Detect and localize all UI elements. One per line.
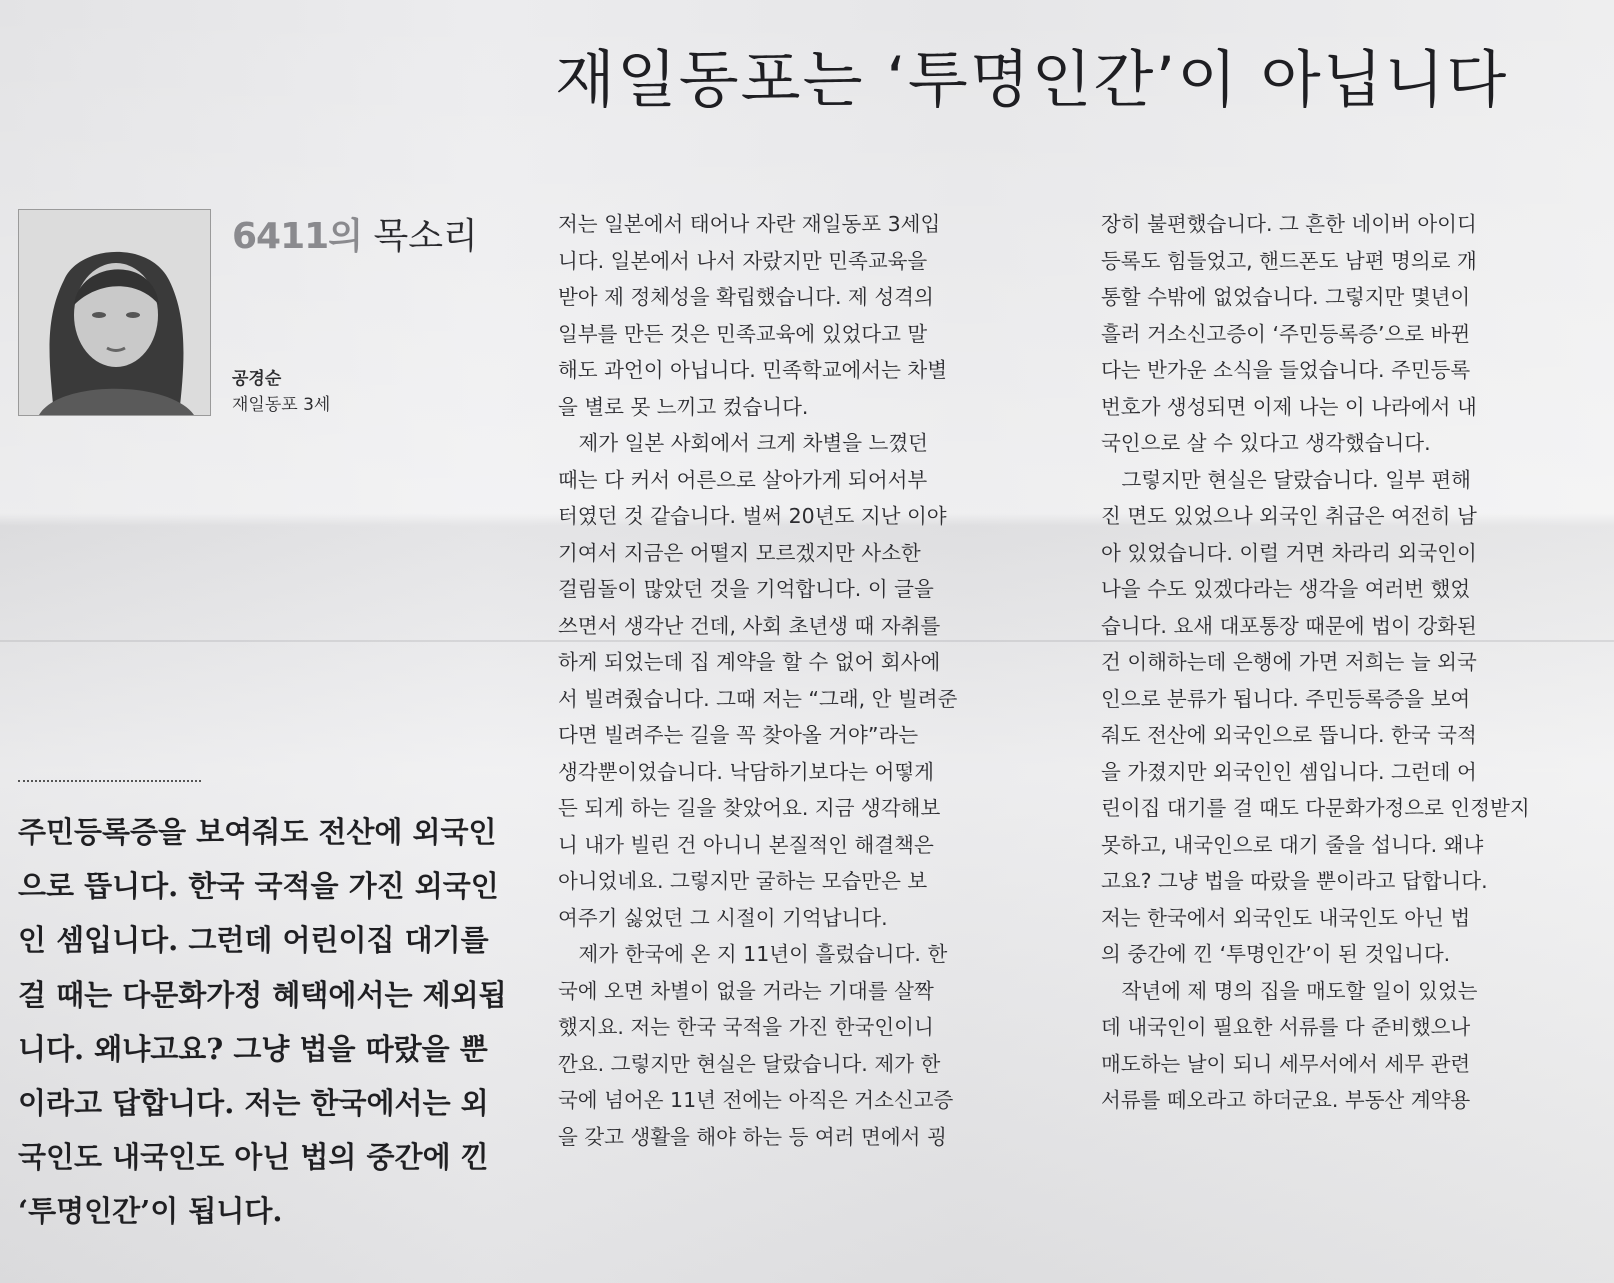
dotted-divider	[18, 780, 201, 782]
article-line: 건 이해하는데 은행에 가면 저희는 늘 외국	[1101, 650, 1477, 674]
pull-quote-line: 주민등록증을 보여줘도 전산에 외국인	[18, 815, 497, 849]
article-line: 걸림돌이 많았던 것을 기억합니다. 이 글을	[558, 577, 934, 601]
article-line: 다는 반가운 소식을 들었습니다. 주민등록	[1101, 358, 1471, 382]
article-line: 을 갖고 생활을 해야 하는 등 여러 면에서 굉	[558, 1124, 947, 1149]
article-line: 해도 과언이 아닙니다. 민족학교에서는 차별	[558, 358, 948, 382]
article-line: 흘러 거소신고증이 ‘주민등록증’으로 바뀐	[1101, 321, 1471, 346]
article-line: 저는 일본에서 태어나 자란 재일동포 3세입	[558, 212, 941, 236]
article-line: 제가 일본 사회에서 크게 차별을 느꼈던	[558, 431, 928, 455]
pull-quote-line: ‘투명인간’이 됩니다.	[18, 1194, 283, 1229]
article-line: 그렇지만 현실은 달랐습니다. 일부 편해	[1101, 467, 1471, 492]
pull-quote-line: 으로 뜹니다. 한국 국적을 가진 외국인	[18, 869, 499, 904]
author-description: 재일동포 3세	[232, 395, 331, 415]
article-line: 했지요. 저는 한국 국적을 가진 한국인이니	[558, 1015, 934, 1039]
article-line: 장히 불편했습니다. 그 흔한 네이버 아이디	[1101, 212, 1477, 236]
series-number: 6411의	[232, 216, 362, 257]
article-line: 을 별로 못 느끼고 컸습니다.	[558, 394, 809, 419]
author-name: 공경순	[232, 369, 282, 389]
article-line: 국인으로 살 수 있다고 생각했습니다.	[1101, 431, 1431, 455]
article-line: 아 있었습니다. 이럴 거면 차라리 외국인이	[1101, 540, 1477, 565]
article-line: 생각뿐이었습니다. 낙담하기보다는 어떻게	[558, 759, 935, 784]
article-line: 국에 넘어온 11년 전에는 아직은 거소신고증	[558, 1088, 954, 1112]
series-title	[232, 208, 478, 259]
article-line: 기여서 지금은 어떨지 모르겠지만 사소한	[558, 540, 921, 565]
article-line: 든 되게 하는 길을 찾았어요. 지금 생각해보	[558, 796, 941, 820]
article-line: 서류를 떼오라고 하더군요. 부동산 계약용	[1101, 1088, 1471, 1112]
article-line: 저는 한국에서 외국인도 내국인도 아닌 법	[1101, 905, 1471, 930]
article-line: 줘도 전산에 외국인으로 뜹니다. 한국 국적	[1101, 723, 1477, 747]
article-line: 받아 제 정체성을 확립했습니다. 제 성격의	[558, 285, 934, 309]
article-line: 통할 수밖에 없었습니다. 그렇지만 몇년이	[1101, 285, 1471, 309]
article-line: 깐요. 그렇지만 현실은 달랐습니다. 제가 한	[558, 1051, 941, 1076]
article-line: 일부를 만든 것은 민족교육에 있었다고 말	[558, 321, 928, 346]
article-line: 못하고, 내국인으로 대기 줄을 섭니다. 왜냐	[1101, 832, 1484, 857]
article-line: 번호가 생성되면 이제 나는 이 나라에서 내	[1101, 394, 1477, 419]
pull-quote-line: 니다. 왜냐고요? 그냥 법을 따랐을 뿐	[18, 1031, 488, 1066]
article-line: 서 빌려줬습니다. 그때 저는 “그래, 안 빌려준	[558, 686, 958, 711]
article-line: 고요? 그냥 법을 따랐을 뿐이라고 답합니다.	[1101, 869, 1488, 893]
article-line: 의 중간에 낀 ‘투명인간’이 된 것입니다.	[1101, 942, 1451, 966]
article-line: 인으로 분류가 됩니다. 주민등록증을 보여	[1101, 686, 1471, 711]
author-photo	[18, 209, 211, 416]
article-line: 제가 한국에 온 지 11년이 흘렀습니다. 한	[558, 942, 948, 966]
article-line: 등록도 힘들었고, 핸드폰도 남편 명의로 개	[1101, 248, 1477, 273]
article-line: 습니다. 요새 대포통장 때문에 법이 강화된	[1101, 613, 1477, 638]
article-line: 국에 오면 차별이 없을 거라는 기대를 살짝	[558, 978, 934, 1003]
pull-quote-line: 국인도 내국인도 아닌 법의 중간에 낀	[18, 1140, 489, 1175]
article-line: 하게 되었는데 집 계약을 할 수 없어 회사에	[558, 650, 941, 674]
pull-quote-line: 걸 때는 다문화가정 혜택에서는 제외됩	[18, 977, 507, 1012]
article-line: 작년에 제 명의 집을 매도할 일이 있었는	[1101, 978, 1478, 1003]
article-line: 아니었네요. 그렇지만 굴하는 모습만은 보	[558, 869, 928, 893]
article-line: 여주기 싫었던 그 시절이 기억납니다.	[558, 905, 888, 930]
article-line: 매도하는 날이 되니 세무서에서 세무 관련	[1101, 1051, 1471, 1076]
article-line: 진 면도 있었으나 외국인 취급은 여전히 남	[1101, 504, 1477, 528]
article-line: 을 가졌지만 외국인인 셈입니다. 그런데 어	[1101, 759, 1477, 784]
pull-quote	[18, 805, 518, 1239]
article-line: 다면 빌려주는 길을 꼭 찾아올 거야”라는	[558, 723, 919, 747]
headline: 재일동포는 ‘투명인간’이 아닙니다	[555, 43, 1509, 116]
author-portrait-image	[19, 210, 210, 415]
article-line: 니다. 일본에서 나서 자랐지만 민족교육을	[558, 248, 928, 273]
article-line: 나을 수도 있겠다라는 생각을 여러번 했었	[1101, 577, 1471, 601]
article-column-2	[1101, 206, 1601, 1119]
article-line: 쓰면서 생각난 건데, 사회 초년생 때 자취를	[558, 613, 941, 638]
article-line: 니 내가 빌린 건 아니니 본질적인 해결책은	[558, 832, 934, 857]
article-column-1	[558, 206, 1058, 1155]
article-line: 데 내국인이 필요한 서류를 다 준비했으나	[1101, 1015, 1471, 1039]
series-label: 목소리	[373, 216, 478, 257]
article-line: 린이집 대기를 걸 때도 다문화가정으로 인정받지	[1101, 796, 1530, 820]
article-line: 터였던 것 같습니다. 벌써 20년도 지난 이야	[558, 504, 947, 528]
pull-quote-line: 이라고 답합니다. 저는 한국에서는 외	[18, 1085, 489, 1120]
pull-quote-line: 인 셈입니다. 그런데 어린이집 대기를	[18, 923, 489, 958]
article-line: 때는 다 커서 어른으로 살아가게 되어서부	[558, 467, 928, 492]
